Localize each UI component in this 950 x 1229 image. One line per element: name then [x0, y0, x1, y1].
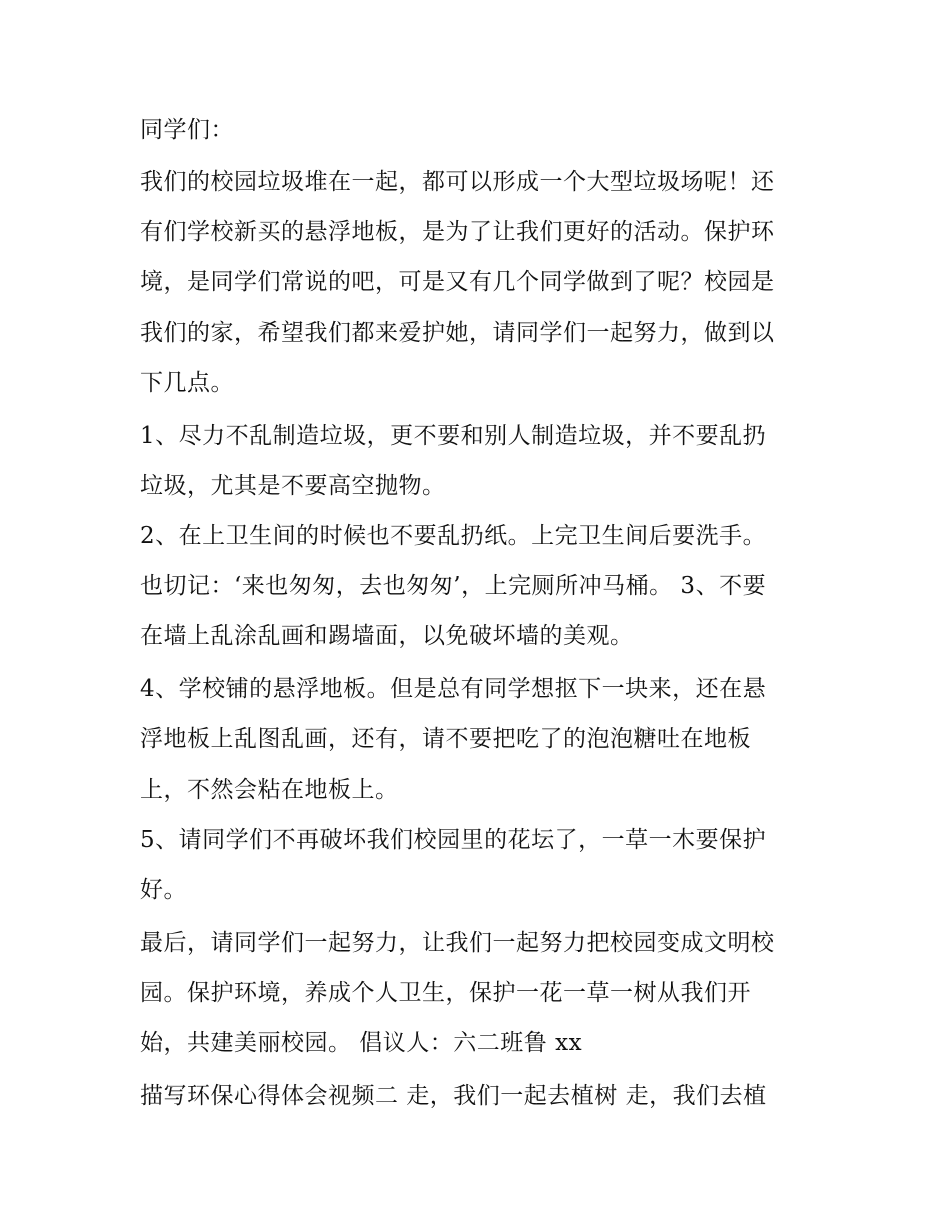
text-line: 垃圾，尤其是不要高空抛物。 [140, 473, 446, 499]
text-line: 下几点。 [140, 370, 234, 396]
text-line: 有们学校新买的悬浮地板，是为了让我们更好的活动。保护环 [140, 219, 775, 245]
text-line: 1、尽力不乱制造垃圾，更不要和别人制造垃圾，并不要乱扔 [140, 423, 767, 449]
text-line: 我们的家，希望我们都来爱护她，请同学们一起努力，做到以 [140, 320, 775, 346]
text-line: 5、请同学们不再破坏我们校园里的花坛了，一草一木要保护 [140, 827, 767, 853]
text-line: 上，不然会粘在地板上。 [140, 777, 399, 803]
text-line: 4、学校铺的悬浮地板。但是总有同学想抠下一块来，还在悬 [140, 676, 767, 702]
text-line: 描写环保心得体会视频二 走，我们一起去植树 走，我们去植 [140, 1083, 767, 1109]
text-line: 在墙上乱涂乱画和踢墙面，以免破坏墙的美观。 [140, 623, 634, 649]
text-line: 同学们： [140, 117, 234, 143]
text-line: 最后，请同学们一起努力，让我们一起努力把校园变成文明校 [140, 930, 775, 956]
text-line: 也切记：‘来也匆匆，去也匆匆’，上完厕所冲马桶。 3、不要 [140, 573, 767, 599]
text-line: 始，共建美丽校园。 倡议人：六二班鲁 xx [140, 1030, 583, 1056]
text-line: 园。保护环境，养成个人卫生，保护一花一草一树从我们开 [140, 980, 751, 1006]
text-line: 2、在上卫生间的时候也不要乱扔纸。上完卫生间后要洗手。 [140, 523, 767, 549]
text-line: 我们的校园垃圾堆在一起，都可以形成一个大型垃圾场呢！还 [140, 169, 775, 195]
text-line: 浮地板上乱图乱画，还有，请不要把吃了的泡泡糖吐在地板 [140, 726, 751, 752]
text-line: 好。 [140, 877, 187, 903]
text-line: 境，是同学们常说的吧，可是又有几个同学做到了呢？校园是 [140, 269, 775, 295]
